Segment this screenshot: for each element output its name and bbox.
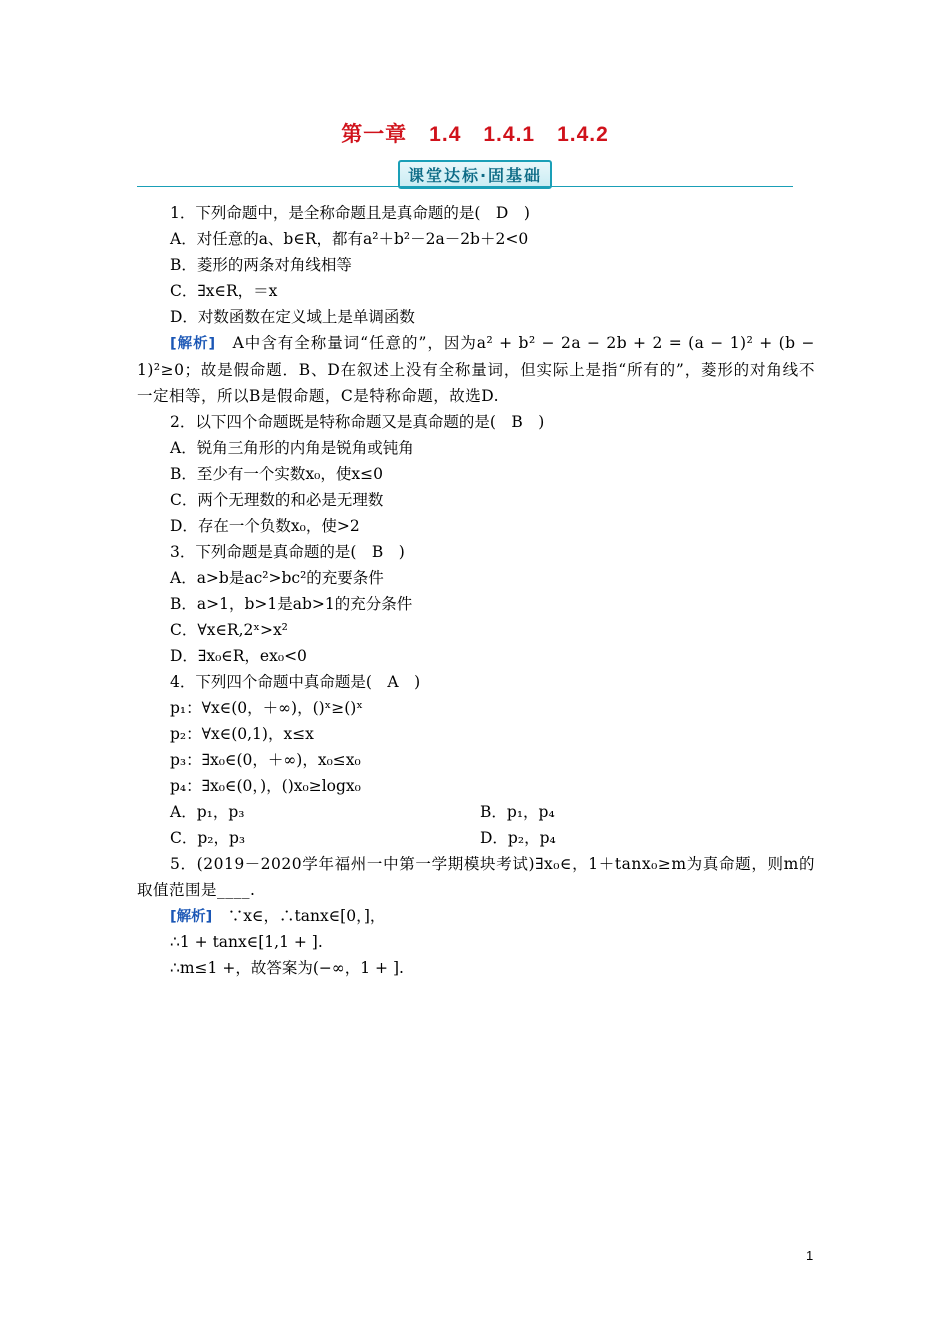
q1-option-c: C．∃x∈R，＝x xyxy=(170,282,278,300)
q5-solution-line-2: ∴1 + tanx∈[1,1 + ]. xyxy=(170,933,323,951)
q4-option-b: B．p₁，p₄ xyxy=(480,803,555,821)
q4-proposition-p2: p₂：∀x∈(0,1)，x≤x xyxy=(170,725,314,743)
document-body xyxy=(137,200,815,981)
q3-option-b: B．a>1，b>1是ab>1的充分条件 xyxy=(170,595,413,613)
solution-label: [解析] xyxy=(170,336,216,352)
question-5-text: 5．(2019－2020学年福州一中第一学期模块考试)∃x₀∈，1＋tanx₀≥m为真命题，则m的取值范围是____. xyxy=(137,855,815,899)
q3-option-a: A．a>b是ac²>bc²的充要条件 xyxy=(170,569,384,587)
q2-option-c: C．两个无理数的和必是无理数 xyxy=(170,491,384,509)
q5-solution-line-3: ∴m≤1 +，故答案为(−∞，1 + ]. xyxy=(170,959,404,977)
q2-option-a: A．锐角三角形的内角是锐角或钝角 xyxy=(170,439,414,457)
q1-option-b: B．菱形的两条对角线相等 xyxy=(170,256,352,274)
q1-option-d: D．对数函数在定义域上是单调函数 xyxy=(170,308,415,326)
q4-proposition-p4: p₄：∃x₀∈(0，)，()x₀≥logx₀ xyxy=(170,777,361,795)
q3-option-d: D．∃x₀∈R，ex₀<0 xyxy=(170,647,307,665)
q3-option-c: C．∀x∈R,2ˣ>x² xyxy=(170,621,288,639)
header-rule xyxy=(137,186,793,187)
section-banner: 课堂达标·固基础 xyxy=(398,160,552,189)
q1-solution xyxy=(137,330,815,409)
page-title: 第一章 1.4 1.4.1 1.4.2 xyxy=(341,123,609,146)
question-4: 4．下列四个命题中真命题是( A ) xyxy=(170,673,421,691)
q2-option-d: D．存在一个负数x₀，使>2 xyxy=(170,517,360,535)
q4-options-row-1 xyxy=(137,799,815,825)
q4-option-a: A．p₁，p₃ xyxy=(170,803,245,821)
question-3: 3．下列命题是真命题的是( B ) xyxy=(170,543,405,561)
question-1: 1．下列命题中，是全称命题且是真命题的是( D ) xyxy=(170,204,530,222)
q4-options-row-2 xyxy=(137,825,815,851)
q4-option-c: C．p₂，p₃ xyxy=(170,829,246,847)
q1-solution-text: A中含有全称量词“任意的”，因为a² + b² − 2a − 2b + 2 = (a − 1)² + (b − 1)²≥0；故是假命题．B、D在叙述上没有全称量词，但实际上是指“所有的”，菱形的对角线不一定相等，所以B是假命题，C是特称命题，故选D. xyxy=(137,334,815,405)
q2-option-b: B．至少有一个实数x₀，使x≤0 xyxy=(170,465,383,483)
q1-option-a: A．对任意的a、b∈R，都有a²＋b²－2a－2b＋2<0 xyxy=(170,230,529,248)
q5-solution-line-1 xyxy=(137,903,815,929)
solution-label: [解析] xyxy=(170,909,213,925)
question-2: 2．以下四个命题既是特称命题又是真命题的是( B ) xyxy=(170,413,545,431)
q5-solution-text-1: ∵x∈，∴tanx∈[0，]， xyxy=(227,907,386,925)
q4-proposition-p1: p₁：∀x∈(0，＋∞)，()ˣ≥()ˣ xyxy=(170,699,363,717)
question-5 xyxy=(137,851,815,903)
q4-option-d: D．p₂，p₄ xyxy=(480,829,556,847)
q4-proposition-p3: p₃：∃x₀∈(0，＋∞)，x₀≤x₀ xyxy=(170,751,361,769)
page-number: 1 xyxy=(806,1248,814,1263)
